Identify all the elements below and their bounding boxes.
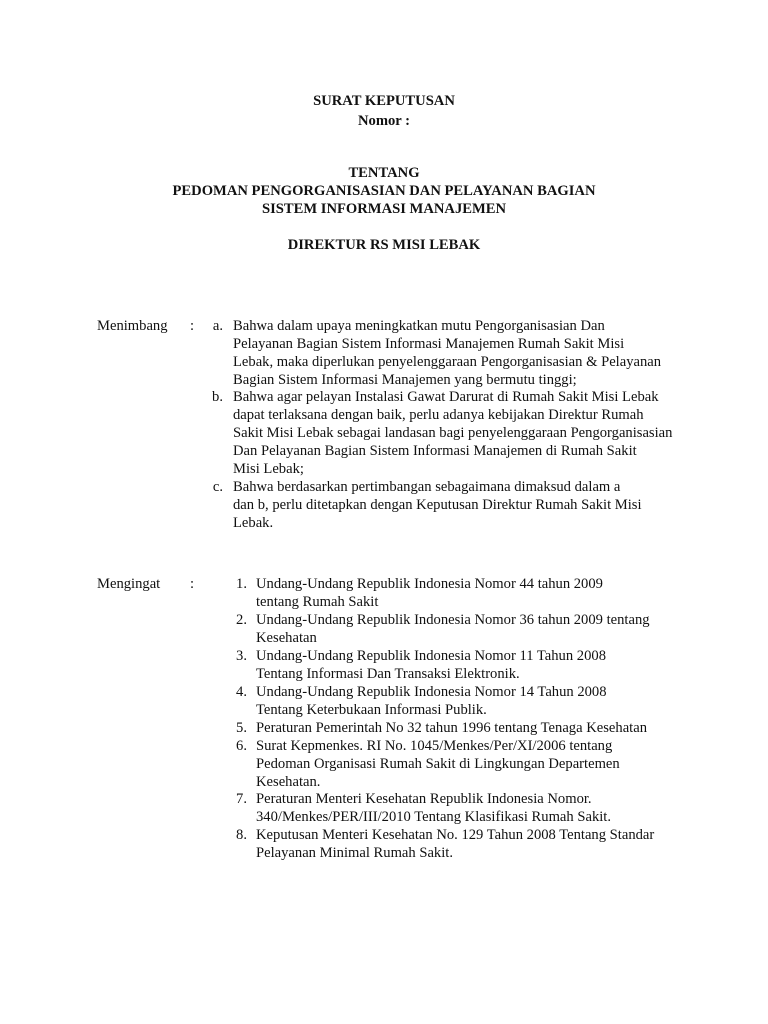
list-marker: c. [212, 479, 223, 495]
text-line: Tentang Keterbukaan Informasi Publik. [256, 702, 487, 718]
text-line: dan b, perlu ditetapkan dengan Keputusan Direktur Rumah Sakit Misi [233, 497, 642, 513]
text-line: Bagian Sistem Informasi Manajemen yang bermutu tinggi; [233, 372, 577, 388]
decree-number-label: Nomor : [357, 113, 410, 129]
text-line: Dan Pelayanan Bagian Sistem Informasi Manajemen di Rumah Sakit [233, 443, 637, 459]
list-marker: a. [212, 318, 223, 334]
decree-title: SURAT KEPUTUSAN [313, 93, 455, 109]
mengingat-label: Mengingat [97, 576, 161, 592]
text-line: Lebak, maka diperlukan penyelenggaraan Pengorganisasian & Pelayanan [233, 354, 662, 370]
text-line: Undang-Undang Republik Indonesia Nomor 44 tahun 2009 [256, 576, 603, 592]
text-line: Pelayanan Minimal Rumah Sakit. [256, 845, 453, 861]
about-heading: TENTANG [348, 165, 420, 181]
text-line: Bahwa dalam upaya meningkatkan mutu Pengorganisasian Dan [233, 318, 605, 334]
list-item-text [256, 647, 686, 683]
subject-line-1: PEDOMAN PENGORGANISASIAN DAN PELAYANAN BAGIAN [172, 183, 596, 199]
text-line: Sakit Misi Lebak sebagai landasan bagi penyelenggaraan Pengorganisasian [233, 425, 673, 441]
menimbang-label: Menimbang [97, 318, 168, 334]
text-line: Undang-Undang Republik Indonesia Nomor 14 Tahun 2008 [256, 684, 607, 700]
text-line: dapat terlaksana dengan baik, perlu adanya kebijakan Direktur Rumah [233, 407, 644, 423]
list-item-text [233, 388, 685, 478]
list-item-text [256, 611, 686, 647]
list-item-text [233, 478, 685, 532]
list-marker: 6. [236, 738, 247, 754]
list-item-text [256, 790, 686, 826]
list-item-text [256, 826, 686, 862]
list-marker: 5. [236, 720, 247, 736]
text-line: Keputusan Menteri Kesehatan No. 129 Tahun 2008 Tentang Standar [256, 827, 655, 843]
list-item-text [256, 683, 686, 719]
list-item-text [256, 737, 686, 791]
text-line: Kesehatan [256, 630, 317, 646]
text-line: Misi Lebak; [233, 461, 304, 477]
text-line: Pedoman Organisasi Rumah Sakit di Lingkungan Departemen [256, 756, 620, 772]
text-line: Bahwa berdasarkan pertimbangan sebagaimana dimaksud dalam a [233, 479, 621, 495]
list-item-text [256, 575, 686, 611]
list-item-text [233, 317, 685, 389]
text-line: Bahwa agar pelayan Instalasi Gawat Darurat di Rumah Sakit Misi Lebak [233, 389, 659, 405]
mengingat-colon: : [190, 576, 195, 592]
list-marker: 8. [236, 827, 247, 843]
text-line: Peraturan Menteri Kesehatan Republik Indonesia Nomor. [256, 791, 592, 807]
subject-line-2: SISTEM INFORMASI MANAJEMEN [261, 201, 507, 217]
list-marker: 3. [236, 648, 247, 664]
text-line: Tentang Informasi Dan Transaksi Elektronik. [256, 666, 520, 682]
list-marker: 1. [236, 576, 247, 592]
list-marker: 4. [236, 684, 247, 700]
list-marker: b. [212, 389, 223, 405]
text-line: Pelayanan Bagian Sistem Informasi Manajemen Rumah Sakit Misi [233, 336, 625, 352]
menimbang-colon: : [190, 318, 195, 334]
text-line: Undang-Undang Republik Indonesia Nomor 36 tahun 2009 tentang [256, 612, 650, 628]
text-line: Peraturan Pemerintah No 32 tahun 1996 tentang Tenaga Kesehatan [256, 720, 647, 736]
text-line: tentang Rumah Sakit [256, 594, 379, 610]
list-item-text [256, 719, 686, 737]
text-line: Undang-Undang Republik Indonesia Nomor 11 Tahun 2008 [256, 648, 606, 664]
text-line: Surat Kepmenkes. RI No. 1045/Menkes/Per/XI/2006 tentang [256, 738, 613, 754]
text-line: 340/Menkes/PER/III/2010 Tentang Klasifikasi Rumah Sakit. [256, 809, 612, 825]
text-line: Kesehatan. [256, 774, 321, 790]
list-marker: 2. [236, 612, 247, 628]
list-marker: 7. [236, 791, 247, 807]
text-line: Lebak. [233, 515, 274, 531]
issuer-heading: DIREKTUR RS MISI LEBAK [287, 237, 481, 253]
